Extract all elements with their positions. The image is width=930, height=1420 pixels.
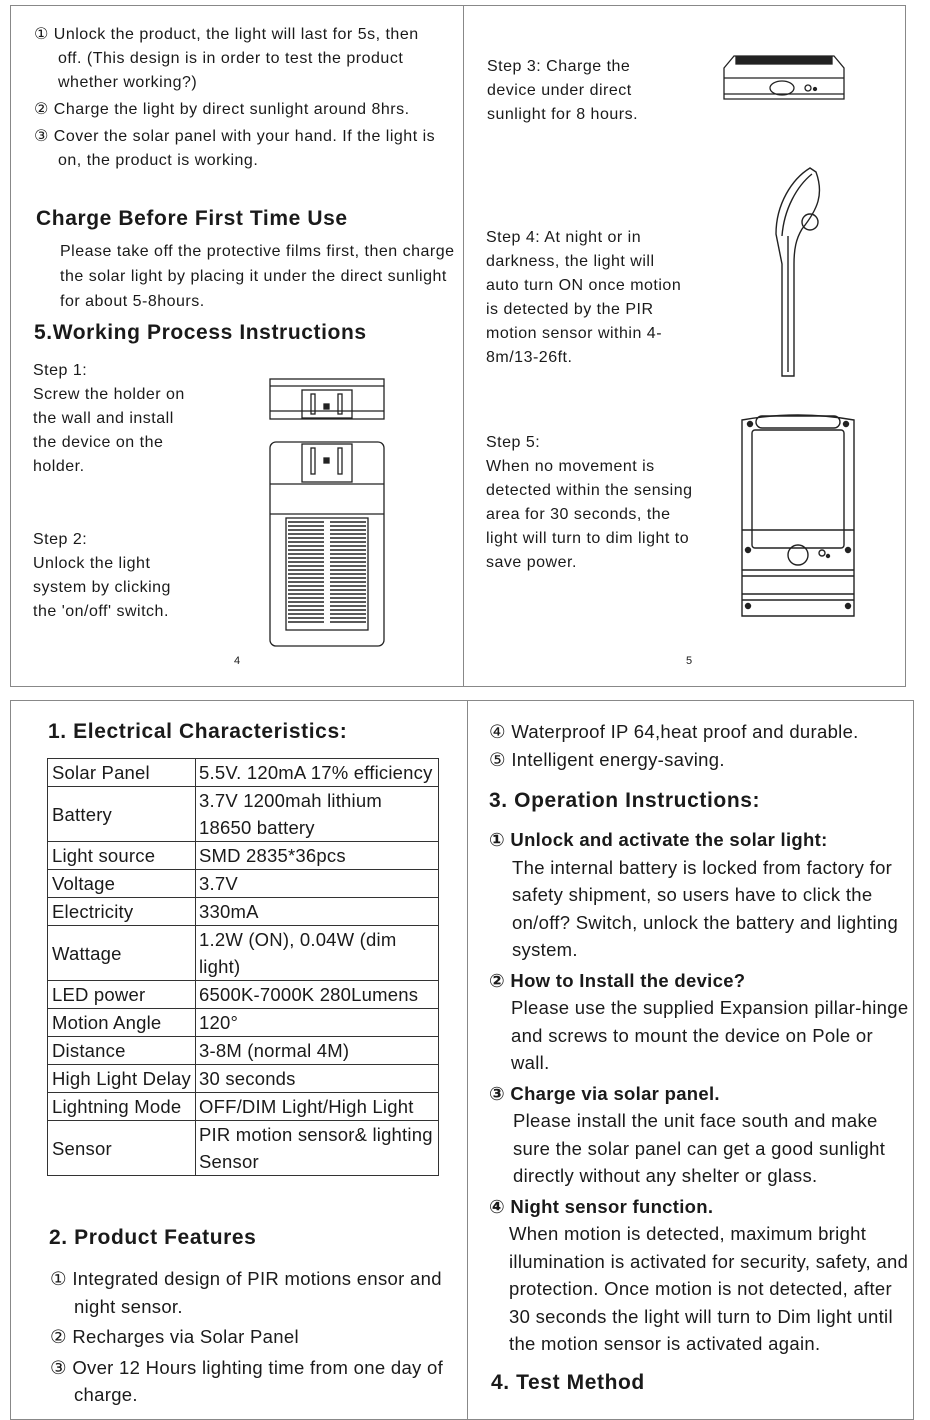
process-title: 5.Working Process Instructions xyxy=(34,321,367,344)
spec-label: Wattage xyxy=(48,926,196,981)
operation-text: Please install the unit face south and make sure the solar panel can get a good sunlight directly without any shelter or glass. xyxy=(513,1110,886,1186)
intro-item: ② Charge the light by direct sunlight around 8hrs. xyxy=(34,101,410,118)
features-title: 2. Product Features xyxy=(49,1226,257,1249)
spec-label: High Light Delay xyxy=(48,1065,196,1093)
intro-item: ① Unlock the product, the light will last for 5s, then off. (This design is in order to test the product whether working?) xyxy=(34,26,419,91)
spec-label: Sensor xyxy=(48,1121,196,1176)
spec-value: 330mA xyxy=(196,898,439,926)
spec-label: Motion Angle xyxy=(48,1009,196,1037)
spec-label: Solar Panel xyxy=(48,759,196,787)
spec-row xyxy=(48,1093,439,1121)
spec-row xyxy=(48,842,439,870)
spec-value: 120° xyxy=(196,1009,439,1037)
spec-label: Voltage xyxy=(48,870,196,898)
spec-value: 3-8M (normal 4M) xyxy=(196,1037,439,1065)
spec-value: 6500K-7000K 280Lumens xyxy=(196,981,439,1009)
electrical-title: 1. Electrical Characteristics: xyxy=(48,720,348,743)
spec-value: PIR motion sensor& lighting Sensor xyxy=(196,1121,439,1176)
device-top-illustration xyxy=(722,54,847,100)
operation-heading: ④ Night sensor function. xyxy=(489,1195,714,1217)
spec-label: LED power xyxy=(48,981,196,1009)
spec-value: SMD 2835*36pcs xyxy=(196,842,439,870)
spec-row xyxy=(48,898,439,926)
feature-item: ⑤ Intelligent energy-saving. xyxy=(489,748,725,770)
spec-label: Battery xyxy=(48,787,196,842)
operation-heading: ② How to Install the device? xyxy=(489,969,746,991)
charge-text: Please take off the protective films first, then charge the solar light by placing it under the direct sunlight for about 5-8hours. xyxy=(60,243,455,310)
spec-row xyxy=(48,981,439,1009)
spec-value: 1.2W (ON), 0.04W (dim light) xyxy=(196,926,439,981)
spec-value: 3.7V 1200mah lithium 18650 battery xyxy=(196,787,439,842)
step5-text: Step 5: When no movement is detected within the sensing area for 30 seconds, the light will turn to dim light to save power. xyxy=(486,434,693,571)
operation-list xyxy=(489,826,909,1358)
feature-item: ③ Over 12 Hours lighting time from one day of charge. xyxy=(50,1356,444,1405)
step4-text: Step 4: At night or in darkness, the light will auto turn ON once motion is detected by the PIR motion sensor within 4-8m/13-26ft. xyxy=(486,229,682,366)
spec-label: Lightning Mode xyxy=(48,1093,196,1121)
feature-item: ② Recharges via Solar Panel xyxy=(50,1326,299,1347)
page-number: 4 xyxy=(234,655,241,667)
spec-value: OFF/DIM Light/High Light xyxy=(196,1093,439,1121)
intro-list xyxy=(34,23,444,173)
intro-item: ③ Cover the solar panel with your hand. If the light is on, the product is working. xyxy=(34,128,436,169)
operation-title: 3. Operation Instructions: xyxy=(489,789,761,812)
operation-text: The internal battery is locked from factory for safety shipment, so users have to click the on/off? Switch, unlock the battery and lighting system. xyxy=(512,856,899,960)
test-title: 4. Test Method xyxy=(491,1371,645,1394)
spec-value: 3.7V xyxy=(196,870,439,898)
spec-row xyxy=(48,787,439,842)
holder-illustration xyxy=(268,376,388,646)
operation-text: When motion is detected, maximum bright illumination is activated for security, safety, and protection. Once motion is not detected, after 30 seconds the light will turn to Dim light until the motion sensor is activated again. xyxy=(509,1223,909,1354)
spec-row xyxy=(48,1037,439,1065)
spec-label: Distance xyxy=(48,1037,196,1065)
page-number: 5 xyxy=(686,655,693,667)
charge-title: Charge Before First Time Use xyxy=(36,207,348,230)
device-side-illustration xyxy=(772,164,832,380)
spec-row xyxy=(48,926,439,981)
spec-row xyxy=(48,1065,439,1093)
spec-value: 5.5V. 120mA 17% efficiency xyxy=(196,759,439,787)
spec-label: Light source xyxy=(48,842,196,870)
operation-text: Please use the supplied Expansion pillar-hinge and screws to mount the device on Pole or wall. xyxy=(511,997,909,1073)
feature-item: ④ Waterproof IP 64,heat proof and durable. xyxy=(489,721,859,742)
bottom-divider xyxy=(467,700,468,1420)
spec-row xyxy=(48,870,439,898)
spec-row xyxy=(48,1009,439,1037)
step3-text: Step 3: Charge the device under direct sunlight for 8 hours. xyxy=(487,58,639,123)
top-divider xyxy=(463,5,464,687)
spec-row xyxy=(48,759,439,787)
feature-item: ① Integrated design of PIR motions ensor and night sensor. xyxy=(50,1268,442,1317)
operation-heading: ③ Charge via solar panel. xyxy=(489,1082,720,1104)
step1-text: Step 1: Screw the holder on the wall and install the device on the holder. xyxy=(33,362,185,475)
spec-value: 30 seconds xyxy=(196,1065,439,1093)
device-front-illustration xyxy=(740,410,856,618)
spec-label: Electricity xyxy=(48,898,196,926)
spec-row xyxy=(48,1121,439,1176)
spec-table xyxy=(47,758,439,1176)
operation-heading: ① Unlock and activate the solar light: xyxy=(489,829,828,850)
step2-text: Step 2: Unlock the light system by clicking the 'on/off' switch. xyxy=(33,531,171,620)
